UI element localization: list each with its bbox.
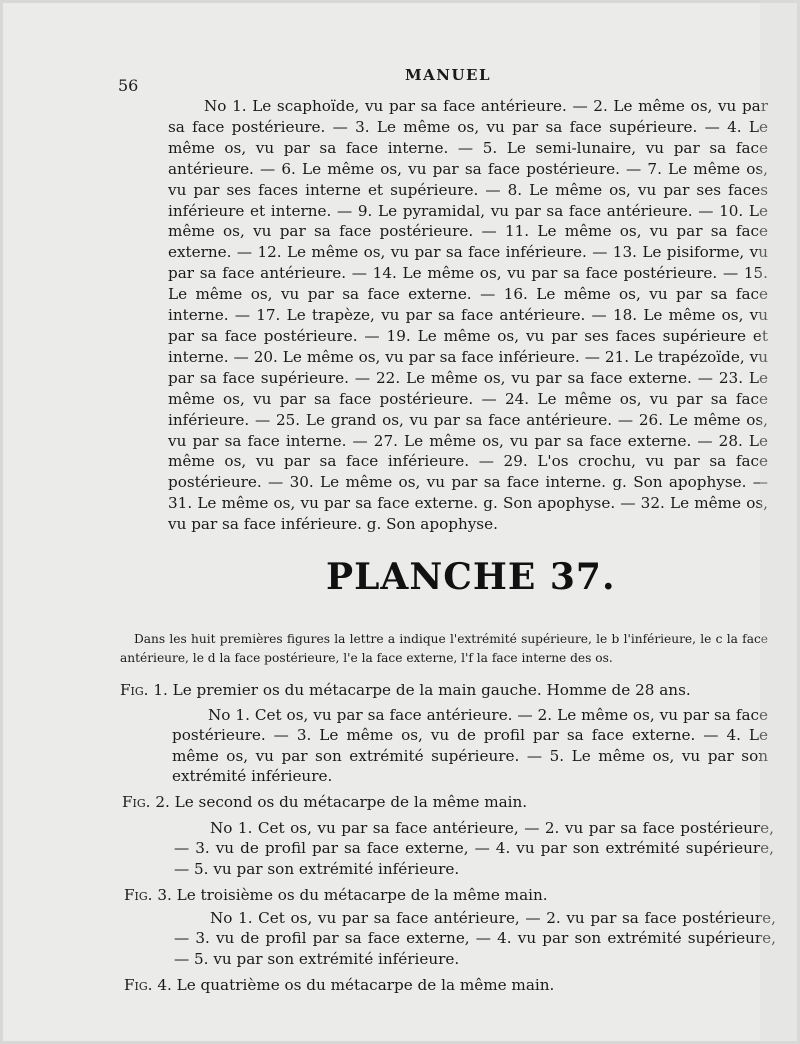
figure-title: Le quatrième os du métacarpe de la même main. bbox=[176, 976, 555, 994]
figure-label: Fig. bbox=[122, 793, 151, 811]
figure-title: Le second os du métacarpe de la même main. bbox=[174, 793, 528, 811]
plate-title: PLANCHE 37. bbox=[326, 556, 616, 598]
figure-label: Fig. bbox=[124, 886, 153, 904]
figure-number: 4. bbox=[157, 976, 172, 994]
figure-number: 3. bbox=[157, 886, 172, 904]
figure-heading-4 bbox=[124, 975, 554, 995]
figure-number: 1. bbox=[153, 681, 168, 699]
running-title: MANUEL bbox=[405, 66, 492, 84]
figure-description-1: No 1. Cet os, vu par sa face antérieure. — 2. Le même os, vu par sa face postérieure. — 3. Le même os, vu de profil par sa face externe. — 4. Le même os, vu par son extrémité supérieure. — 5. Le même os, vu par son extrémité inférieure. bbox=[172, 706, 768, 785]
plate-intro: Dans les huit premières figures la lettre a indique l'extrémité supérieure, le b l'inférieure, le c la face antérieure, le d la face postérieure, l'e la face externe, l'f la face interne des os. bbox=[120, 632, 768, 665]
figure-title: Le troisième os du métacarpe de la même main. bbox=[176, 886, 548, 904]
figure-title: Le premier os du métacarpe de la main gauche. Homme de 28 ans. bbox=[172, 681, 691, 699]
figure-description-2: No 1. Cet os, vu par sa face antérieure, — 2. vu par sa face postérieure, — 3. vu de profil par sa face externe, — 4. vu par son extrémité supérieure, — 5. vu par son extrémité inférieure. bbox=[174, 819, 774, 878]
figure-number: 2. bbox=[155, 793, 170, 811]
figure-heading-1 bbox=[120, 680, 691, 700]
continuation-paragraph: No 1. Le scaphoïde, vu par sa face antérieure. — 2. Le même os, vu par sa face postérieure. — 3. Le même os, vu par sa face supérieure. — 4. Le même os, vu par sa face interne. — 5. Le semi-lunaire, vu par sa face antérieure. — 6. Le même os, vu par sa face postérieure. — 7. Le même os, vu par ses faces interne et supérieure. — 8. Le même os, vu par ses faces inférieure et interne. — 9. Le pyramidal, vu par sa face antérieure. — 10. Le même os, vu par sa face postérieure. — 11. Le même os, vu par sa face externe. — 12. Le même os, vu par sa face inférieure. — 13. Le pisiforme, vu par sa face antérieure. — 14. Le même os, vu par sa face postérieure. — 15. Le même os, vu par sa face externe. — 16. Le même os, vu par sa face interne. — 17. Le trapèze, vu par sa face antérieure. — 18. Le même os, vu par sa face postérieure. — 19. Le même os, vu par ses faces supérieure et interne. — 20. Le même os, vu par sa face inférieure. — 21. Le trapézoïde, vu par sa face supérieure. — 22. Le même os, vu par sa face externe. — 23. Le même os, vu par sa face postérieure. — 24. Le même os, vu par sa face inférieure. — 25. Le grand os, vu par sa face antérieure. — 26. Le même os, vu par sa face interne. — 27. Le même os, vu par sa face externe. — 28. Le même os, vu par sa face inférieure. — 29. L'os crochu, vu par sa face postérieure. — 30. Le même os, vu par sa face interne. g. Son apophyse. — 31. Le même os, vu par sa face externe. g. Son apophyse. — 32. Le même os, vu par sa face inférieure. g. Son apophyse. bbox=[168, 97, 768, 534]
figure-label: Fig. bbox=[120, 681, 149, 699]
figure-label: Fig. bbox=[124, 976, 153, 994]
page-number: 56 bbox=[118, 76, 139, 95]
figure-description-3: No 1. Cet os, vu par sa face antérieure, — 2. vu par sa face postérieure, — 3. vu de profil par sa face externe, — 4. vu par son extrémité supérieure, — 5. vu par son extrémité inférieure. bbox=[174, 909, 776, 968]
figure-heading-2 bbox=[122, 792, 527, 812]
figure-heading-3 bbox=[124, 885, 548, 905]
